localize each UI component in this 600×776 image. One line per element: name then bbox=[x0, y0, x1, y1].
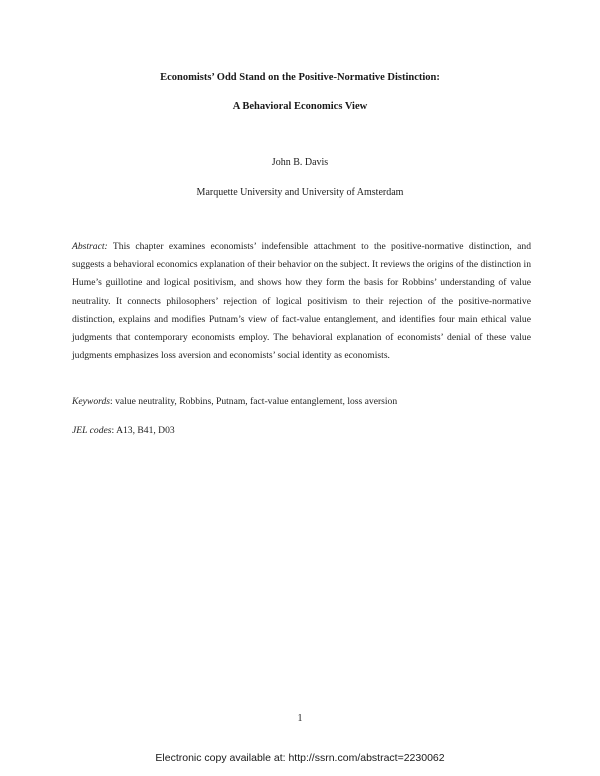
abstract-label: Abstract: bbox=[72, 241, 108, 252]
electronic-copy-footer: Electronic copy available at: http://ssrn.com/abstract=2230062 bbox=[155, 752, 445, 764]
jel-codes-label: JEL codes bbox=[72, 425, 112, 436]
keywords-text: : value neutrality, Robbins, Putnam, fact-value entanglement, loss aversion bbox=[110, 396, 398, 407]
author-name: John B. Davis bbox=[271, 157, 329, 168]
abstract-paragraph bbox=[72, 238, 531, 365]
author-affiliation: Marquette University and University of Amsterdam bbox=[196, 187, 404, 198]
keywords-line bbox=[72, 396, 531, 407]
paper-title-line-1: Economists’ Odd Stand on the Positive-Normative Distinction: bbox=[160, 72, 440, 83]
jel-codes-line bbox=[72, 425, 531, 436]
jel-codes-text: : A13, B41, D03 bbox=[111, 425, 175, 436]
paper-title-line-2: A Behavioral Economics View bbox=[232, 101, 368, 112]
abstract-text: This chapter examines economists’ indefensible attachment to the positive-normative distinction, and suggests a behavioral economics explanation of their behavior on the subject. It reviews the origins of the distinction in Hume’s guillotine and logical positivism, and shows how they form the basis for Robbins’ understanding of value neutrality. It connects philosophers’ rejection of logical positivism to their rejection of the positive-normative distinction, explains and modifies Putnam’s view of fact-value entanglement, and identifies four main ethical value judgments that contemporary economists employ. The behavioral explanation of economists’ denial of these value judgments emphasizes loss aversion and economists’ social identity as economists. bbox=[72, 241, 531, 362]
page-number: 1 bbox=[297, 713, 303, 724]
keywords-label: Keywords bbox=[72, 396, 111, 407]
